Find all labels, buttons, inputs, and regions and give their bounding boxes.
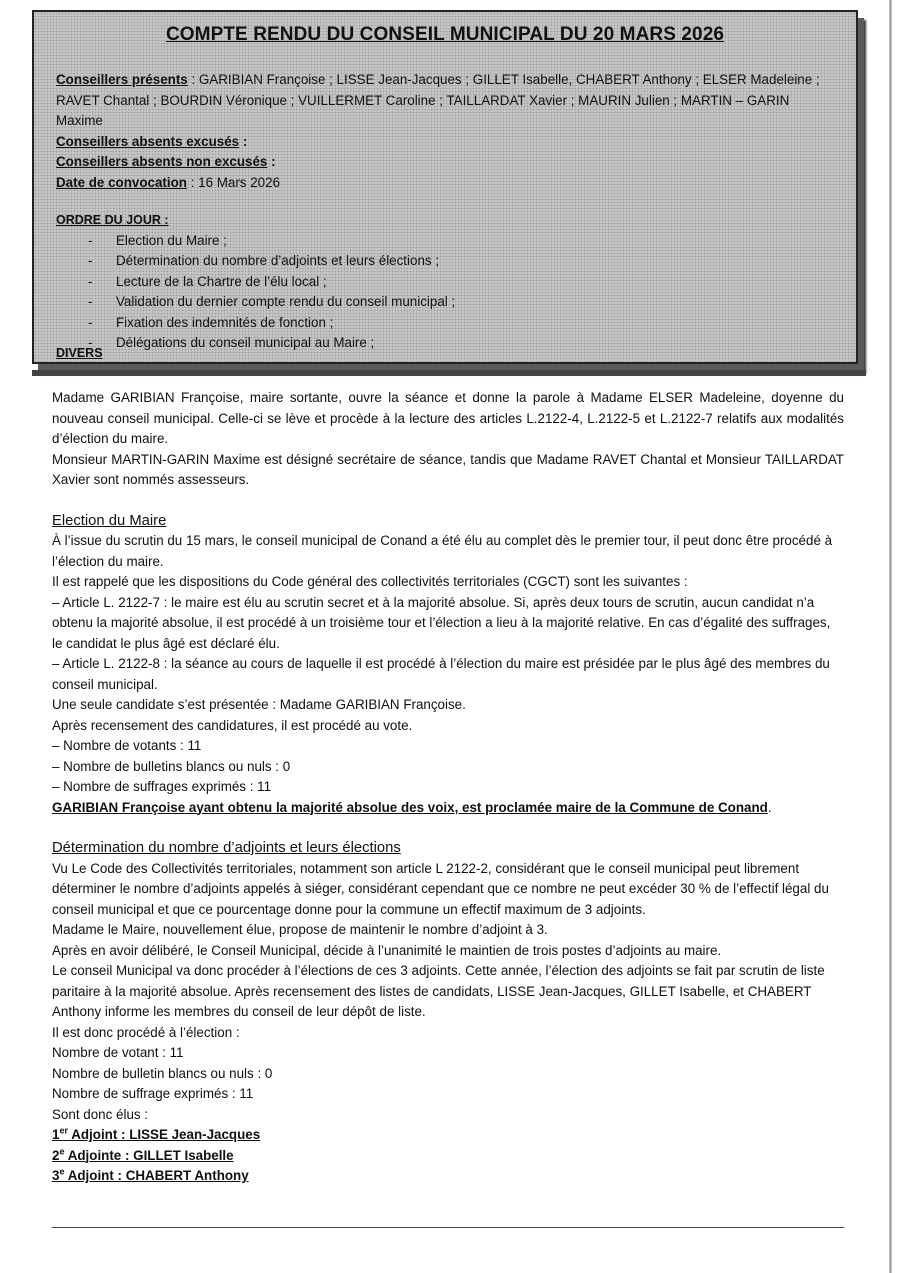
agenda-item: [56, 313, 836, 334]
section-title-adjoints: Détermination du nombre d’adjoints et leurs élections: [52, 840, 401, 856]
document-title: COMPTE RENDU DU CONSEIL MUNICIPAL DU 20 MARS 2026: [165, 24, 725, 45]
election-result: [52, 798, 844, 819]
attendance-block: [56, 70, 836, 193]
footer-separator: [52, 1227, 844, 1228]
agenda-dash: -: [88, 314, 93, 330]
agenda-label: ORDRE DU JOUR :: [56, 213, 169, 227]
agenda-dash: -: [88, 253, 93, 268]
agenda-item: [56, 231, 836, 252]
adjoints-paragraph: Le conseil Municipal va donc procéder à l’élections de ces 3 adjoints. Cette année, l’élection des adjoints se fait par scrutin de liste paritaire à la majorité absolue. Après recensement des listes de candidats, LISSE Jean-Jacques, GILLET Isabelle, et CHABERT Anthony informe les membres du conseil de leur dépôt de liste.: [52, 963, 825, 1019]
elected-rank: 3: [52, 1168, 60, 1183]
election-paragraph: Une seule candidate s’est présentée : Madame GARIBIAN Françoise.: [52, 697, 466, 712]
elected-rank-sup: er: [59, 1125, 68, 1136]
adjoints-paragraph: Madame le Maire, nouvellement élue, propose de maintenir le nombre d’adjoint à 3.: [52, 922, 548, 937]
adjoints-paragraph: Après en avoir délibéré, le Conseil Municipal, décide à l’unanimité le maintien de trois postes d’adjoints au maire.: [52, 942, 722, 958]
elected-rank: 2: [52, 1147, 60, 1163]
elected-name: Adjoint : CHABERT Anthony: [64, 1168, 249, 1183]
elected-adjoint-2: [52, 1146, 844, 1167]
agenda-dash: -: [88, 294, 93, 309]
agenda-item-text: Fixation des indemnités de fonction ;: [116, 314, 334, 330]
adjoints-paragraph: Sont donc élus :: [52, 1106, 149, 1122]
election-paragraph: – Nombre de bulletins blancs ou nuls : 0: [52, 758, 291, 774]
elected-rank-sup: e: [59, 1146, 65, 1157]
convocation-line: [56, 173, 836, 194]
agenda-item: [56, 272, 836, 293]
absents-excuses-value: :: [239, 133, 248, 149]
election-paragraph: – Nombre de suffrages exprimés : 11: [52, 779, 272, 794]
header-box: [32, 10, 858, 364]
elected-adjoint-1: [52, 1125, 844, 1146]
elected-rank: 1: [52, 1127, 60, 1142]
intro-paragraph: Monsieur MARTIN-GARIN Maxime est désigné secrétaire de séance, tandis que Madame RAVET Chantal et Monsieur TAILLARDAT Xavier sont nommés assesseurs.: [52, 451, 844, 487]
agenda-block: [56, 210, 836, 354]
agenda-divers: DIVERS: [56, 346, 103, 360]
elected-name: Adjointe : GILLET Isabelle: [64, 1147, 234, 1163]
adjoints-paragraph: Nombre de bulletin blancs ou nuls : 0: [52, 1065, 273, 1081]
header-box-shadow: [32, 370, 866, 376]
elected-adjoint-3: [52, 1166, 844, 1187]
convocation-label: Date de convocation: [56, 174, 187, 190]
absents-non-excuses-label: Conseillers absents non excusés: [56, 154, 268, 169]
election-paragraph: Il est rappelé que les dispositions du Code général des collectivités territoriales (CGCT) sont les suivantes :: [52, 574, 688, 589]
election-result-end: .: [767, 799, 772, 815]
agenda-item-text: Lecture de la Chartre de l’élu local ;: [116, 273, 327, 289]
agenda-item: [56, 333, 836, 354]
presents-line: [56, 70, 836, 132]
absents-non-excuses-value: :: [267, 154, 276, 169]
adjoints-paragraph: Nombre de suffrage exprimés : 11: [52, 1086, 254, 1101]
election-paragraph: Après recensement des candidatures, il est procédé au vote.: [52, 717, 413, 733]
agenda-item-text: Validation du dernier compte rendu du conseil municipal ;: [116, 294, 456, 309]
agenda-item: [56, 251, 836, 272]
election-paragraph: – Article L. 2122-8 : la séance au cours de laquelle il est procédé à l’élection du maire est présidée par le plus âgé des membres du conseil municipal.: [52, 656, 830, 692]
convocation-value: : 16 Mars 2026: [186, 174, 281, 190]
elected-name: Adjoint : LISSE Jean-Jacques: [67, 1127, 261, 1142]
adjoints-paragraph: Nombre de votant : 11: [52, 1045, 184, 1060]
presents-value: : GARIBIAN Françoise ; LISSE Jean-Jacques ; GILLET Isabelle, CHABERT Anthony ; ELSER Madeleine ; RAVET Chantal ; BOURDIN Véronique ; VUILLERMET Caroline ; TAILLARDAT Xavier ; MAURIN Julien ; MARTIN – GARIN Maxime: [56, 72, 820, 128]
agenda-item-text: Détermination du nombre d’adjoints et leurs élections ;: [116, 253, 440, 268]
section-title-election-maire: Election du Maire: [52, 512, 167, 529]
intro-paragraph: Madame GARIBIAN Françoise, maire sortante, ouvre la séance et donne la parole à Madame ELSER Madeleine, doyenne du nouveau conseil municipal. Celle-ci se lève et procède à la lecture des articles L.2122-4, L.2122-5 et L.2122-7 relatifs aux modalités d’élection du maire.: [52, 390, 844, 446]
elected-rank-sup: e: [59, 1166, 65, 1177]
election-paragraph: À l’issue du scrutin du 15 mars, le conseil municipal de Conand a été élu au complet dès le premier tour, il peut donc être procédé à l’élection du maire.: [52, 533, 833, 569]
absents-excuses-label: Conseillers absents excusés: [56, 133, 240, 149]
presents-label: Conseillers présents: [56, 72, 188, 87]
absents-excuses-line: [56, 132, 836, 153]
election-paragraph: – Article L. 2122-7 : le maire est élu au scrutin secret et à la majorité absolue. Si, après deux tours de scrutin, aucun candidat n’a obtenu la majorité absolue, il est procédé à un troisième tour et l’élection a lieu à la majorité relative. En cas d’égalité des suffrages, le candidat le plus âgé est déclaré élu.: [52, 594, 831, 651]
agenda-item-text: Election du Maire ;: [116, 232, 227, 248]
election-paragraph: – Nombre de votants : 11: [52, 738, 202, 753]
agenda-list: [56, 231, 836, 354]
agenda-dash: -: [88, 232, 93, 248]
election-result-text: GARIBIAN Françoise ayant obtenu la majorité absolue des voix, est proclamée maire de la Commune de Conand: [52, 799, 768, 815]
adjoints-paragraph: Il est donc procédé à l’élection :: [52, 1024, 240, 1040]
agenda-item: [56, 292, 836, 313]
agenda-dash: -: [88, 335, 93, 350]
adjoints-paragraph: Vu Le Code des Collectivités territoriales, notamment son article L 2122-2, considérant que le conseil municipal peut librement déterminer le nombre d’adjoints appelés à siéger, considérant cependant que ce nombre ne peut excéder 30 % de l’effectif légal du conseil municipal et que ce pourcentage donne pour la commune un effectif maximum de 3 adjoints.: [52, 860, 829, 917]
agenda-dash: -: [88, 273, 93, 289]
agenda-item-text: Délégations du conseil municipal au Maire ;: [116, 335, 375, 350]
minutes-body: [52, 388, 844, 1187]
scan-edge: [889, 0, 892, 1273]
absents-non-excuses-line: [56, 152, 836, 173]
